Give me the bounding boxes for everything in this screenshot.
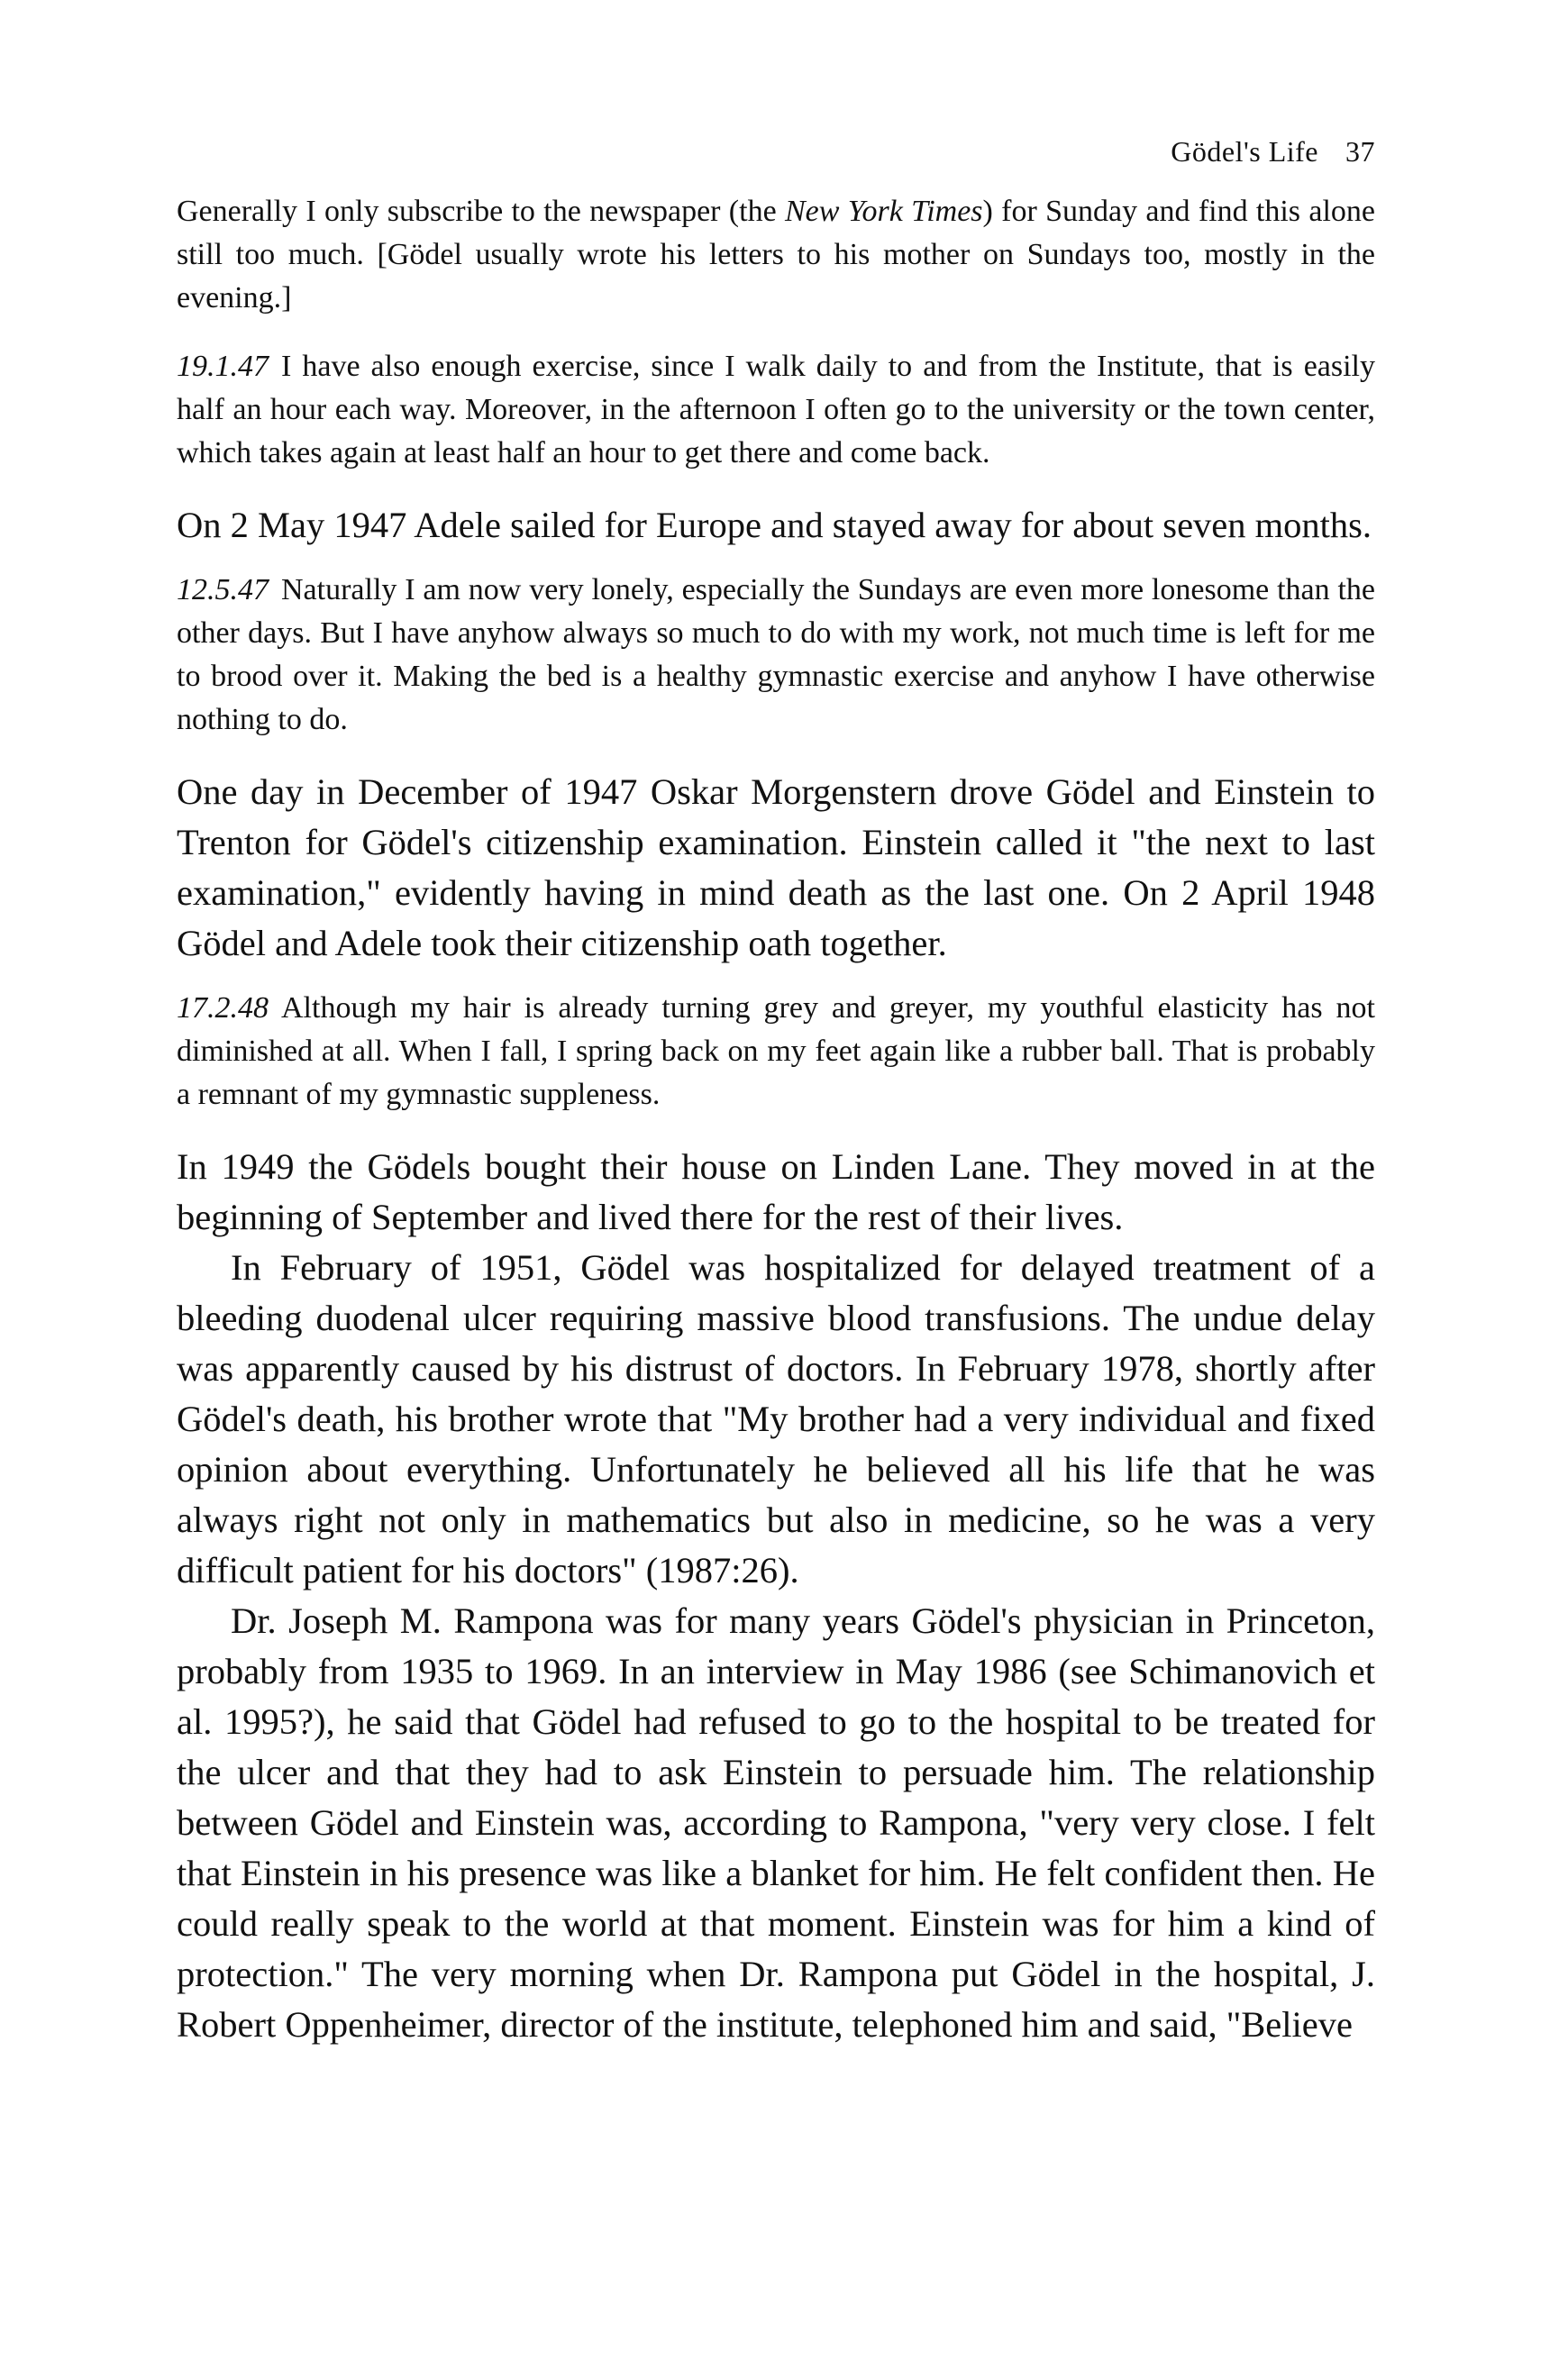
body-paragraph-5: Dr. Joseph M. Rampona was for many years Gödel's physician in Princeton, probably from 1935 to 1969. In an interview in May 1986 (see Schimanovich et al. 1995?), he said that Gödel had refused to go to the hospital to be treated for the ulcer and that they had to ask Einstein to persuade him. The relationship between Gödel and Einstein was, according to Rampona, "very very close. I felt that Einstein in his presence was like a blanket for him. He felt confident then. He could really speak to the world at that moment. Einstein was for him a kind of protection." The very morning when Dr. Rampona put Gödel in the hospital, J. Robert Oppenheimer, director of the institute, telephoned him and said, "Believe [177, 1600, 1375, 2045]
excerpt-4-text: Although my hair is already turning grey and greyer, my youthful elasticity has not diminished at all. When I fall, I spring back on my feet again like a rubber ball. That is probably a remnant of my gymnastic suppleness. [177, 991, 1375, 1111]
letter-excerpt-2 [177, 345, 1375, 475]
letter-excerpt-1 [177, 190, 1375, 320]
newspaper-title: New York Times [784, 195, 983, 228]
running-head [177, 135, 1375, 169]
page-number: 37 [1345, 135, 1375, 168]
excerpt-2-text: I have also enough exercise, since I walk daily to and from the Institute, that is easily half an hour each way. Moreover, in the afternoon I often go to the university or the town center, which takes again at least half an hour to get there and come back. [177, 350, 1375, 469]
excerpt-1-text-b: ) for Sunday and find this alone still too much. [Gödel usually wrote his letters to his mother on Sundays too, mostly in the evening.] [177, 195, 1375, 314]
body-paragraph-4: In February of 1951, Gödel was hospitalized for delayed treatment of a bleeding duodenal ulcer requiring massive blood transfusions. The undue delay was apparently caused by his distrust of doctors. In February 1978, shortly after Gödel's death, his brother wrote that "My brother had a very individual and fixed opinion about everything. Unfortunately he believed all his life that he was always right not only in mathematics but also in medicine, so he was a very difficult patient for his doctors" (1987:26). [177, 1247, 1375, 1591]
letter-date: 19.1.47 [177, 350, 269, 383]
body-paragraph-2: One day in December of 1947 Oskar Morgenstern drove Gödel and Einstein to Trenton for Gödel's citizenship examination. Einstein called it "the next to last examination," evidently having in mind death as the last one. On 2 April 1948 Gödel and Adele took their citizenship oath together. [177, 771, 1375, 963]
letter-excerpt-4 [177, 987, 1375, 1117]
letter-date: 17.2.48 [177, 991, 269, 1025]
letter-date: 12.5.47 [177, 573, 269, 606]
excerpt-1-text-a: Generally I only subscribe to the newspaper (the [177, 195, 785, 228]
running-head-title: Gödel's Life [1171, 135, 1318, 168]
body-paragraph-3: In 1949 the Gödels bought their house on Linden Lane. They moved in at the beginning of September and lived there for the rest of their lives. [177, 1146, 1375, 1237]
excerpt-3-text: Naturally I am now very lonely, especially the Sundays are even more lonesome than the other days. But I have anyhow always so much to do with my work, not much time is left for me to brood over it. Making the bed is a healthy gymnastic exercise and anyhow I have otherwise nothing to do. [177, 573, 1375, 736]
book-page [177, 135, 1375, 2050]
letter-excerpt-3 [177, 569, 1375, 742]
body-paragraph-1: On 2 May 1947 Adele sailed for Europe and stayed away for about seven months. [177, 505, 1372, 545]
